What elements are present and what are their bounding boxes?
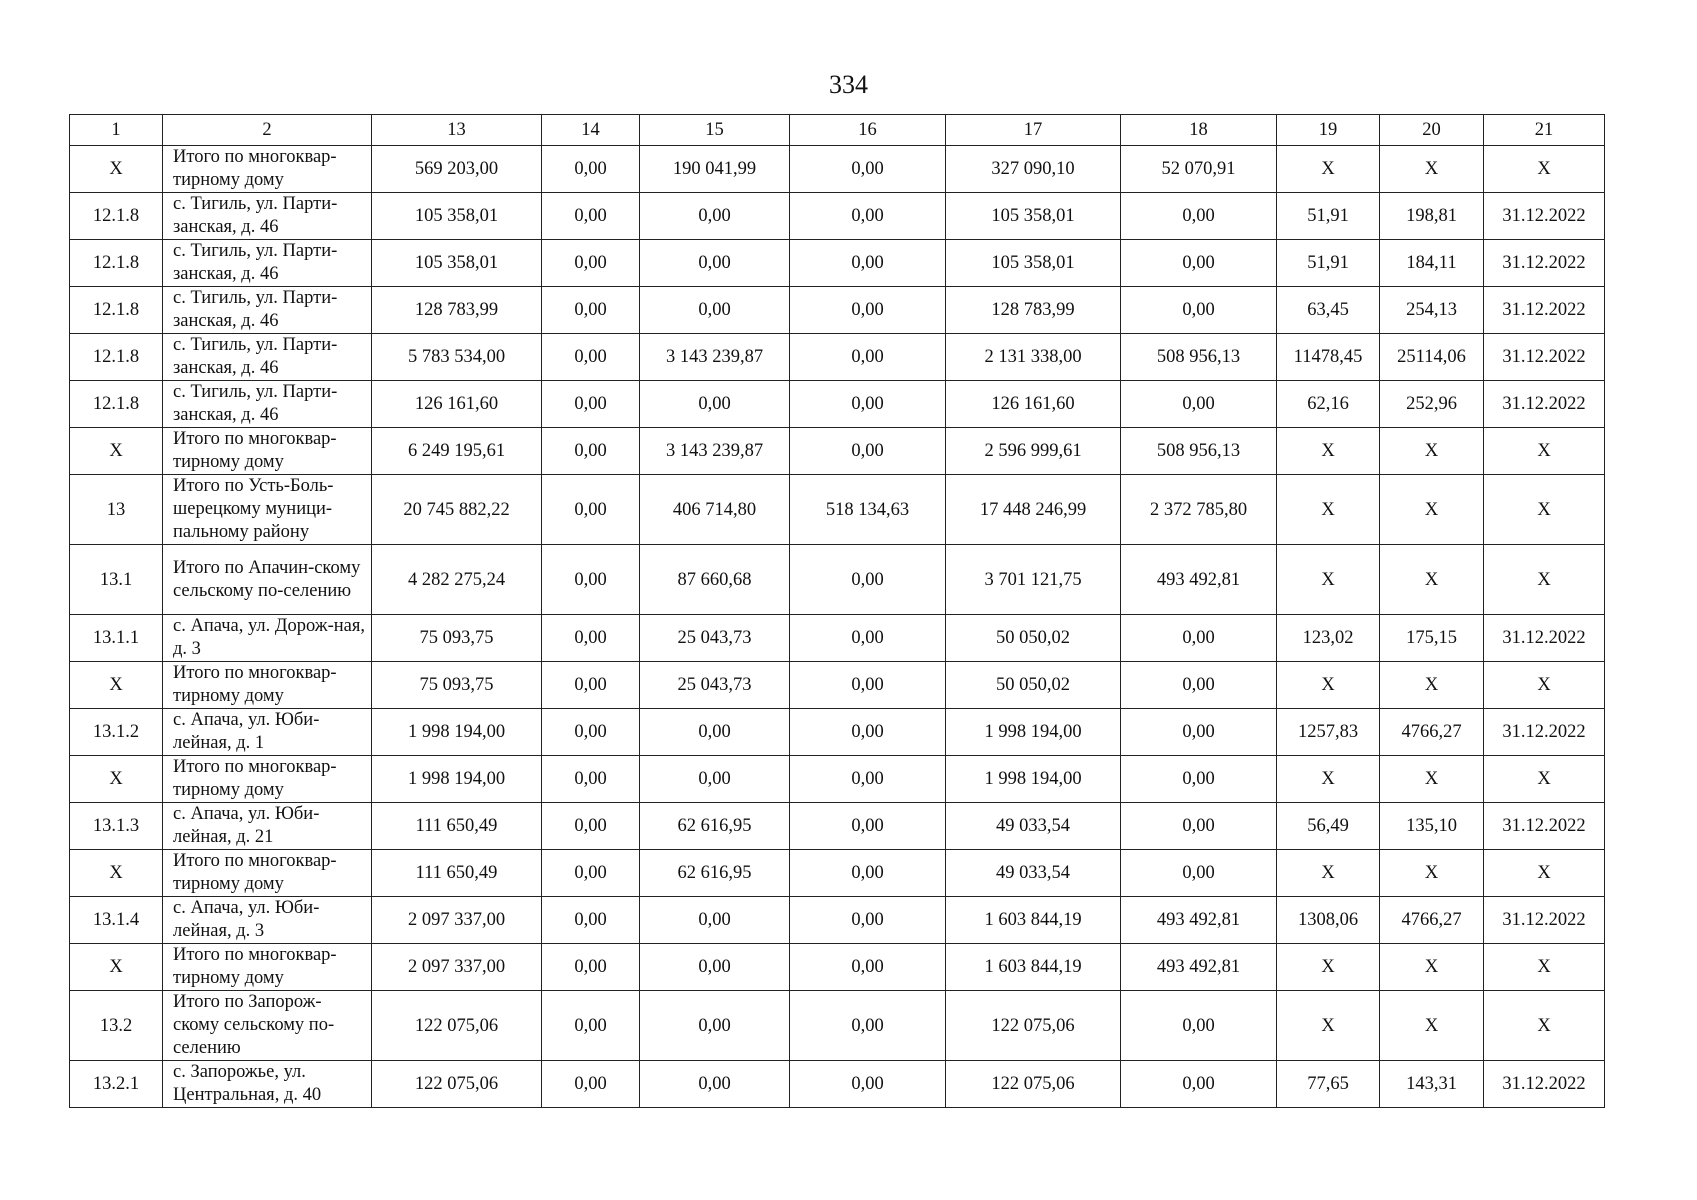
cell-col-21: 31.12.2022 <box>1484 803 1605 850</box>
cell-col-17: 128 783,99 <box>946 287 1121 334</box>
cell-col-13: 569 203,00 <box>372 146 542 193</box>
cell-col-15: 0,00 <box>640 1061 790 1108</box>
cell-col-14: 0,00 <box>542 991 640 1061</box>
cell-address: с. Апача, ул. Дорож-ная, д. 3 <box>163 615 372 662</box>
cell-address: Итого по Апачин-скому сельскому по-селению <box>163 545 372 615</box>
cell-col-20: 4766,27 <box>1380 709 1484 756</box>
cell-address: с. Тигиль, ул. Парти-занская, д. 46 <box>163 193 372 240</box>
cell-col-16: 518 134,63 <box>790 475 946 545</box>
cell-col-21: 31.12.2022 <box>1484 381 1605 428</box>
cell-col-14: 0,00 <box>542 146 640 193</box>
cell-col-15: 25 043,73 <box>640 662 790 709</box>
cell-col-18: 0,00 <box>1121 287 1277 334</box>
cell-col-13: 75 093,75 <box>372 662 542 709</box>
cell-col-17: 1 603 844,19 <box>946 897 1121 944</box>
cell-col-14: 0,00 <box>542 944 640 991</box>
cell-col-14: 0,00 <box>542 850 640 897</box>
cell-col-16: 0,00 <box>790 850 946 897</box>
cell-col-17: 105 358,01 <box>946 193 1121 240</box>
header-row <box>70 115 1605 146</box>
cell-col-18: 508 956,13 <box>1121 334 1277 381</box>
cell-col-15: 0,00 <box>640 991 790 1061</box>
cell-address: Итого по многоквар-тирному дому <box>163 428 372 475</box>
table-row <box>70 475 1605 545</box>
column-header: 1 <box>70 115 163 146</box>
cell-col-20: 25114,06 <box>1380 334 1484 381</box>
cell-col-21: 31.12.2022 <box>1484 287 1605 334</box>
cell-col-18: 508 956,13 <box>1121 428 1277 475</box>
table-row <box>70 1061 1605 1108</box>
cell-number: 13.2 <box>70 991 163 1061</box>
cell-col-19: X <box>1277 944 1380 991</box>
cell-number: 13.1.1 <box>70 615 163 662</box>
cell-col-21: 31.12.2022 <box>1484 334 1605 381</box>
cell-col-17: 2 131 338,00 <box>946 334 1121 381</box>
cell-col-21: 31.12.2022 <box>1484 240 1605 287</box>
cell-col-17: 49 033,54 <box>946 850 1121 897</box>
cell-col-16: 0,00 <box>790 615 946 662</box>
cell-col-19: X <box>1277 850 1380 897</box>
cell-col-14: 0,00 <box>542 545 640 615</box>
cell-col-17: 50 050,02 <box>946 615 1121 662</box>
cell-number: X <box>70 146 163 193</box>
cell-address: с. Запорожье, ул. Центральная, д. 40 <box>163 1061 372 1108</box>
cell-col-18: 493 492,81 <box>1121 897 1277 944</box>
cell-col-20: 175,15 <box>1380 615 1484 662</box>
cell-col-18: 0,00 <box>1121 709 1277 756</box>
cell-col-20: X <box>1380 475 1484 545</box>
cell-col-19: X <box>1277 428 1380 475</box>
data-table <box>69 114 1605 1108</box>
cell-col-16: 0,00 <box>790 991 946 1061</box>
cell-col-13: 2 097 337,00 <box>372 897 542 944</box>
cell-col-21: 31.12.2022 <box>1484 709 1605 756</box>
cell-col-15: 25 043,73 <box>640 615 790 662</box>
cell-col-13: 5 783 534,00 <box>372 334 542 381</box>
cell-col-15: 0,00 <box>640 897 790 944</box>
cell-address: Итого по Запорож-скому сельскому по-селению <box>163 991 372 1061</box>
cell-col-21: X <box>1484 146 1605 193</box>
table-row <box>70 334 1605 381</box>
cell-col-15: 0,00 <box>640 756 790 803</box>
cell-col-15: 3 143 239,87 <box>640 334 790 381</box>
cell-col-14: 0,00 <box>542 1061 640 1108</box>
table-row <box>70 428 1605 475</box>
cell-address: Итого по многоквар-тирному дому <box>163 850 372 897</box>
cell-address: Итого по многоквар-тирному дому <box>163 662 372 709</box>
cell-address: с. Апача, ул. Юби-лейная, д. 21 <box>163 803 372 850</box>
column-header: 2 <box>163 115 372 146</box>
table-row <box>70 662 1605 709</box>
cell-col-21: X <box>1484 475 1605 545</box>
column-header: 16 <box>790 115 946 146</box>
cell-address: с. Апача, ул. Юби-лейная, д. 1 <box>163 709 372 756</box>
cell-col-18: 0,00 <box>1121 803 1277 850</box>
cell-col-17: 17 448 246,99 <box>946 475 1121 545</box>
cell-col-16: 0,00 <box>790 334 946 381</box>
table-row <box>70 287 1605 334</box>
cell-col-18: 0,00 <box>1121 240 1277 287</box>
cell-col-21: 31.12.2022 <box>1484 897 1605 944</box>
table-row <box>70 545 1605 615</box>
cell-col-15: 62 616,95 <box>640 803 790 850</box>
cell-col-16: 0,00 <box>790 897 946 944</box>
cell-col-21: X <box>1484 662 1605 709</box>
cell-col-17: 105 358,01 <box>946 240 1121 287</box>
cell-col-21: X <box>1484 944 1605 991</box>
cell-col-15: 0,00 <box>640 287 790 334</box>
cell-col-15: 3 143 239,87 <box>640 428 790 475</box>
cell-col-13: 4 282 275,24 <box>372 545 542 615</box>
cell-col-13: 122 075,06 <box>372 1061 542 1108</box>
cell-col-16: 0,00 <box>790 193 946 240</box>
cell-number: X <box>70 850 163 897</box>
cell-col-19: X <box>1277 545 1380 615</box>
cell-col-13: 128 783,99 <box>372 287 542 334</box>
cell-number: 13.1.4 <box>70 897 163 944</box>
cell-col-20: X <box>1380 756 1484 803</box>
cell-col-18: 0,00 <box>1121 615 1277 662</box>
cell-col-20: 135,10 <box>1380 803 1484 850</box>
column-header: 13 <box>372 115 542 146</box>
cell-col-18: 0,00 <box>1121 1061 1277 1108</box>
cell-number: 12.1.8 <box>70 334 163 381</box>
cell-col-15: 0,00 <box>640 944 790 991</box>
cell-number: 13 <box>70 475 163 545</box>
cell-number: X <box>70 756 163 803</box>
cell-col-18: 2 372 785,80 <box>1121 475 1277 545</box>
cell-col-17: 327 090,10 <box>946 146 1121 193</box>
table-body <box>70 146 1605 1108</box>
cell-col-18: 52 070,91 <box>1121 146 1277 193</box>
cell-col-14: 0,00 <box>542 334 640 381</box>
cell-col-21: X <box>1484 428 1605 475</box>
cell-col-20: 198,81 <box>1380 193 1484 240</box>
column-header: 21 <box>1484 115 1605 146</box>
cell-number: X <box>70 944 163 991</box>
cell-col-19: X <box>1277 146 1380 193</box>
cell-col-19: X <box>1277 756 1380 803</box>
cell-number: 13.1.3 <box>70 803 163 850</box>
cell-number: 12.1.8 <box>70 287 163 334</box>
cell-col-16: 0,00 <box>790 381 946 428</box>
cell-address: с. Тигиль, ул. Парти-занская, д. 46 <box>163 240 372 287</box>
cell-col-21: 31.12.2022 <box>1484 615 1605 662</box>
column-header: 14 <box>542 115 640 146</box>
cell-col-19: 63,45 <box>1277 287 1380 334</box>
cell-col-20: X <box>1380 662 1484 709</box>
cell-col-14: 0,00 <box>542 662 640 709</box>
table-row <box>70 193 1605 240</box>
cell-col-16: 0,00 <box>790 803 946 850</box>
cell-col-21: X <box>1484 545 1605 615</box>
cell-col-19: 62,16 <box>1277 381 1380 428</box>
cell-col-16: 0,00 <box>790 1061 946 1108</box>
cell-col-19: X <box>1277 475 1380 545</box>
cell-col-17: 3 701 121,75 <box>946 545 1121 615</box>
table-row <box>70 709 1605 756</box>
cell-col-14: 0,00 <box>542 803 640 850</box>
cell-col-21: X <box>1484 756 1605 803</box>
table-row <box>70 615 1605 662</box>
table-row <box>70 240 1605 287</box>
cell-col-15: 0,00 <box>640 381 790 428</box>
table-row <box>70 991 1605 1061</box>
cell-col-13: 75 093,75 <box>372 615 542 662</box>
cell-col-14: 0,00 <box>542 756 640 803</box>
cell-col-13: 122 075,06 <box>372 991 542 1061</box>
cell-col-17: 1 603 844,19 <box>946 944 1121 991</box>
cell-address: с. Тигиль, ул. Парти-занская, д. 46 <box>163 381 372 428</box>
table-row <box>70 944 1605 991</box>
cell-col-13: 105 358,01 <box>372 240 542 287</box>
cell-col-16: 0,00 <box>790 662 946 709</box>
cell-number: 12.1.8 <box>70 240 163 287</box>
cell-col-14: 0,00 <box>542 381 640 428</box>
cell-number: X <box>70 428 163 475</box>
cell-col-18: 0,00 <box>1121 756 1277 803</box>
cell-col-17: 1 998 194,00 <box>946 756 1121 803</box>
column-header: 15 <box>640 115 790 146</box>
cell-col-19: 56,49 <box>1277 803 1380 850</box>
cell-col-14: 0,00 <box>542 240 640 287</box>
cell-col-19: 51,91 <box>1277 193 1380 240</box>
cell-col-16: 0,00 <box>790 240 946 287</box>
cell-col-20: X <box>1380 944 1484 991</box>
cell-address: Итого по Усть-Боль-шерецкому муници-пальному району <box>163 475 372 545</box>
cell-col-14: 0,00 <box>542 615 640 662</box>
cell-col-19: 51,91 <box>1277 240 1380 287</box>
cell-col-19: 123,02 <box>1277 615 1380 662</box>
table-row <box>70 146 1605 193</box>
cell-col-16: 0,00 <box>790 428 946 475</box>
cell-col-14: 0,00 <box>542 287 640 334</box>
cell-col-17: 49 033,54 <box>946 803 1121 850</box>
cell-col-19: 1257,83 <box>1277 709 1380 756</box>
cell-col-13: 111 650,49 <box>372 803 542 850</box>
cell-number: X <box>70 662 163 709</box>
cell-col-16: 0,00 <box>790 545 946 615</box>
cell-col-20: X <box>1380 146 1484 193</box>
cell-col-19: 1308,06 <box>1277 897 1380 944</box>
cell-col-18: 0,00 <box>1121 193 1277 240</box>
cell-col-15: 62 616,95 <box>640 850 790 897</box>
cell-number: 12.1.8 <box>70 193 163 240</box>
cell-number: 13.1.2 <box>70 709 163 756</box>
cell-col-17: 126 161,60 <box>946 381 1121 428</box>
cell-col-18: 0,00 <box>1121 381 1277 428</box>
cell-col-20: 143,31 <box>1380 1061 1484 1108</box>
cell-col-13: 2 097 337,00 <box>372 944 542 991</box>
cell-col-13: 6 249 195,61 <box>372 428 542 475</box>
cell-col-20: X <box>1380 850 1484 897</box>
cell-col-13: 20 745 882,22 <box>372 475 542 545</box>
cell-col-17: 50 050,02 <box>946 662 1121 709</box>
cell-col-16: 0,00 <box>790 756 946 803</box>
cell-col-18: 0,00 <box>1121 991 1277 1061</box>
cell-col-13: 1 998 194,00 <box>372 756 542 803</box>
cell-col-16: 0,00 <box>790 146 946 193</box>
table-row <box>70 897 1605 944</box>
cell-col-16: 0,00 <box>790 287 946 334</box>
page-number: 334 <box>829 70 868 99</box>
cell-col-14: 0,00 <box>542 428 640 475</box>
cell-number: 13.2.1 <box>70 1061 163 1108</box>
cell-col-13: 111 650,49 <box>372 850 542 897</box>
cell-col-14: 0,00 <box>542 475 640 545</box>
column-header: 19 <box>1277 115 1380 146</box>
column-header: 20 <box>1380 115 1484 146</box>
cell-number: 12.1.8 <box>70 381 163 428</box>
cell-col-19: X <box>1277 662 1380 709</box>
cell-col-16: 0,00 <box>790 709 946 756</box>
cell-col-13: 105 358,01 <box>372 193 542 240</box>
table-row <box>70 803 1605 850</box>
cell-col-18: 493 492,81 <box>1121 545 1277 615</box>
cell-col-17: 1 998 194,00 <box>946 709 1121 756</box>
cell-address: Итого по многоквар-тирному дому <box>163 756 372 803</box>
cell-col-20: 4766,27 <box>1380 897 1484 944</box>
cell-col-14: 0,00 <box>542 709 640 756</box>
cell-col-14: 0,00 <box>542 193 640 240</box>
cell-address: Итого по многоквар-тирному дому <box>163 146 372 193</box>
cell-col-18: 0,00 <box>1121 850 1277 897</box>
cell-col-21: 31.12.2022 <box>1484 1061 1605 1108</box>
cell-col-18: 0,00 <box>1121 662 1277 709</box>
cell-col-15: 0,00 <box>640 709 790 756</box>
cell-col-17: 2 596 999,61 <box>946 428 1121 475</box>
cell-col-21: X <box>1484 991 1605 1061</box>
cell-col-15: 0,00 <box>640 240 790 287</box>
cell-col-15: 87 660,68 <box>640 545 790 615</box>
cell-address: с. Тигиль, ул. Парти-занская, д. 46 <box>163 334 372 381</box>
cell-address: с. Тигиль, ул. Парти-занская, д. 46 <box>163 287 372 334</box>
column-header: 17 <box>946 115 1121 146</box>
cell-address: с. Апача, ул. Юби-лейная, д. 3 <box>163 897 372 944</box>
cell-col-19: 11478,45 <box>1277 334 1380 381</box>
cell-col-13: 126 161,60 <box>372 381 542 428</box>
cell-col-21: 31.12.2022 <box>1484 193 1605 240</box>
table-row <box>70 756 1605 803</box>
cell-col-19: 77,65 <box>1277 1061 1380 1108</box>
cell-col-19: X <box>1277 991 1380 1061</box>
cell-col-16: 0,00 <box>790 944 946 991</box>
cell-col-20: X <box>1380 428 1484 475</box>
table-header <box>70 115 1605 146</box>
table-row <box>70 381 1605 428</box>
cell-col-20: 184,11 <box>1380 240 1484 287</box>
cell-col-13: 1 998 194,00 <box>372 709 542 756</box>
cell-col-15: 190 041,99 <box>640 146 790 193</box>
table-row <box>70 850 1605 897</box>
cell-col-18: 493 492,81 <box>1121 944 1277 991</box>
cell-col-15: 0,00 <box>640 193 790 240</box>
cell-address: Итого по многоквар-тирному дому <box>163 944 372 991</box>
cell-col-20: 254,13 <box>1380 287 1484 334</box>
cell-col-20: X <box>1380 991 1484 1061</box>
cell-col-20: 252,96 <box>1380 381 1484 428</box>
cell-col-15: 406 714,80 <box>640 475 790 545</box>
cell-col-14: 0,00 <box>542 897 640 944</box>
cell-number: 13.1 <box>70 545 163 615</box>
cell-col-21: X <box>1484 850 1605 897</box>
column-header: 18 <box>1121 115 1277 146</box>
cell-col-17: 122 075,06 <box>946 991 1121 1061</box>
cell-col-20: X <box>1380 545 1484 615</box>
cell-col-17: 122 075,06 <box>946 1061 1121 1108</box>
